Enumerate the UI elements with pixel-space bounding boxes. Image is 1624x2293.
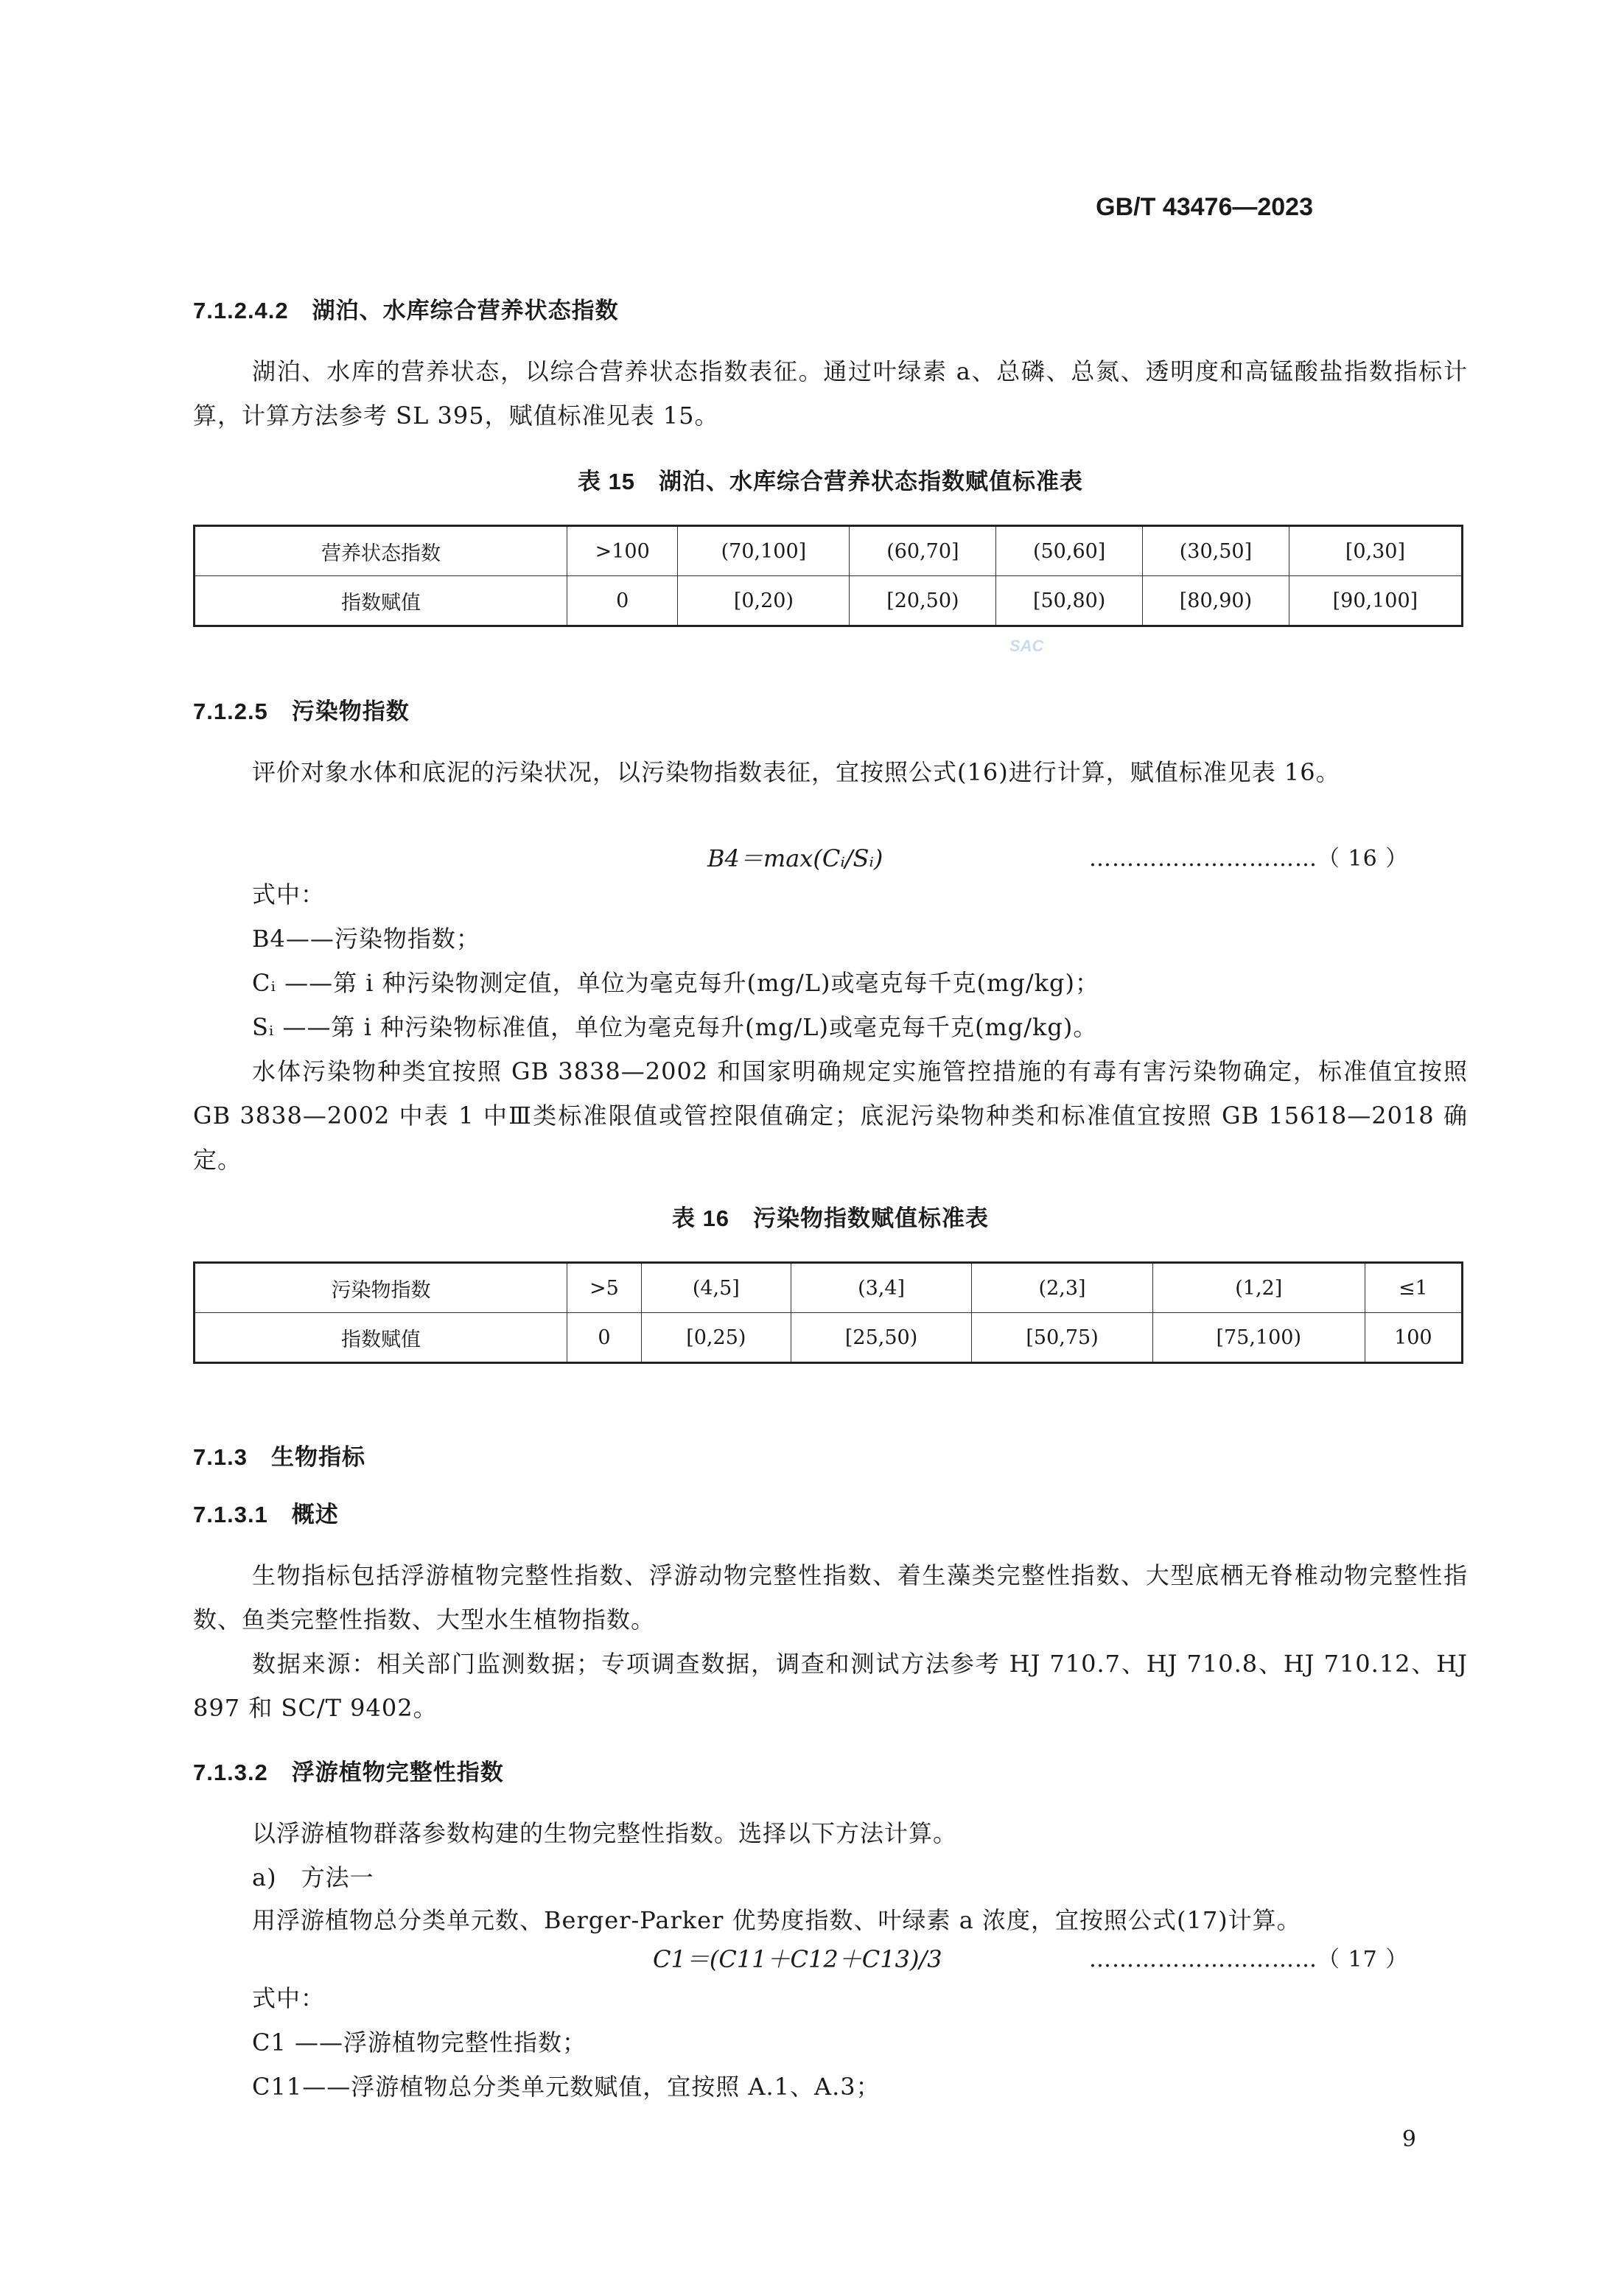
table-cell: 营养状态指数 [195, 526, 567, 576]
paragraph-method-one: 用浮游植物总分类单元数、Berger-Parker 优势度指数、叶绿素 a 浓度，宜按照公式(17)计算。 [252, 1906, 1301, 1934]
table-16 [193, 1261, 1463, 1364]
section-heading-7-1-3-1: 7.1.3.1 概述 [193, 1502, 339, 1527]
page-number: 9 [1401, 2126, 1416, 2152]
where-label: 式中： [252, 881, 326, 909]
table-cell: [50,75) [972, 1313, 1152, 1363]
table-row [195, 576, 1463, 626]
definition-c1: C1 ——浮游植物完整性指数； [252, 2028, 587, 2056]
table-cell: 100 [1365, 1313, 1462, 1363]
table-row [195, 526, 1463, 576]
table-cell: (50,60] [996, 526, 1143, 576]
paragraph-bio-indicators: 生物指标包括浮游植物完整性指数、浮游动物完整性指数、着生藻类完整性指数、大型底栖无脊椎动物完整性指数、鱼类完整性指数、大型水生植物指数。 [193, 1561, 1468, 1634]
section-heading-7-1-2-4-2: 7.1.2.4.2 湖泊、水库综合营养状态指数 [193, 298, 619, 323]
table-cell: (70,100] [678, 526, 850, 576]
table-cell: [50,80) [996, 576, 1143, 626]
table-cell: (3,4] [791, 1263, 971, 1313]
formula-17: C1＝(C11＋C12＋C13)/3 [653, 1945, 942, 1973]
table-cell: ≤1 [1365, 1263, 1462, 1313]
table-cell: (2,3] [972, 1263, 1152, 1313]
table-cell: [0,25) [641, 1313, 791, 1363]
section-heading-7-1-3: 7.1.3 生物指标 [193, 1444, 365, 1470]
paragraph-pollutant-types: 水体污染物种类宜按照 GB 3838—2002 和国家明确规定实施管控措施的有毒有害污染物确定，标准值宜按照 GB 3838—2002 中表 1 中Ⅲ类标准限值或管控限值确定；底泥污染物种类和标准值宜按照 GB 15618—2018 确定。 [193, 1057, 1468, 1174]
table-row [195, 1313, 1463, 1363]
table-cell: [25,50) [791, 1313, 971, 1363]
table-cell: >100 [567, 526, 678, 576]
table-cell: 指数赋值 [195, 1313, 567, 1363]
paragraph-trophic-state: 湖泊、水库的营养状态，以综合营养状态指数表征。通过叶绿素 a、总磷、总氮、透明度和高锰酸盐指数指标计算，计算方法参考 SL 395，赋值标准见表 15。 [193, 357, 1468, 430]
table-cell: [80,90) [1143, 576, 1289, 626]
standard-number: GB/T 43476—2023 [1096, 193, 1313, 221]
table-cell: [0,30] [1289, 526, 1462, 576]
section-heading-7-1-2-5: 7.1.2.5 污染物指数 [193, 699, 410, 724]
table-cell: [75,100) [1152, 1313, 1365, 1363]
table-cell: (4,5] [641, 1263, 791, 1313]
method-one-label: a) 方法一 [252, 1863, 374, 1891]
table-16-caption: 表 16 污染物指数赋值标准表 [671, 1205, 990, 1231]
table-cell: 指数赋值 [195, 576, 567, 626]
section-heading-7-1-3-2: 7.1.3.2 浮游植物完整性指数 [193, 1760, 504, 1785]
formula-16: B4＝max(Cᵢ/Sᵢ) [707, 844, 883, 872]
definition-ci: Cᵢ ——第 i 种污染物测定值，单位为毫克每升(mg/L)或毫克每千克(mg/kg)； [252, 969, 1099, 997]
definition-c11: C11——浮游植物总分类单元数赋值，宜按照 A.1、A.3； [252, 2073, 881, 2101]
paragraph-data-source: 数据来源：相关部门监测数据；专项调查数据，调查和测试方法参考 HJ 710.7、HJ 710.8、HJ 710.12、HJ 897 和 SC/T 9402。 [193, 1650, 1468, 1722]
table-cell: >5 [567, 1263, 642, 1313]
table-cell: (1,2] [1152, 1263, 1365, 1313]
table-15 [193, 525, 1463, 627]
formula-16-number: …………………………（ 16 ） [1089, 846, 1409, 872]
table-row [195, 1263, 1463, 1313]
where-label-2: 式中： [252, 1984, 326, 2012]
formula-17-number: …………………………（ 17 ） [1089, 1947, 1409, 1972]
table-cell: [20,50) [850, 576, 996, 626]
table-15-caption: 表 15 湖泊、水库综合营养状态指数赋值标准表 [577, 469, 1084, 494]
definition-si: Sᵢ ——第 i 种污染物标准值，单位为毫克每升(mg/L)或毫克每千克(mg/kg)。 [252, 1013, 1098, 1041]
paragraph-pollutant-index: 评价对象水体和底泥的污染状况，以污染物指数表征，宜按照公式(16)进行计算，赋值标准见表 16。 [252, 758, 1340, 786]
table-cell: (30,50] [1143, 526, 1289, 576]
table-cell: [0,20) [678, 576, 850, 626]
paragraph-phytoplankton: 以浮游植物群落参数构建的生物完整性指数。选择以下方法计算。 [252, 1819, 958, 1847]
sac-watermark: SAC [1009, 637, 1044, 655]
table-cell: 0 [567, 576, 678, 626]
definition-b4: B4——污染物指数； [252, 925, 480, 953]
table-cell: (60,70] [850, 526, 996, 576]
table-cell: 污染物指数 [195, 1263, 567, 1313]
table-cell: 0 [567, 1313, 642, 1363]
table-cell: [90,100] [1289, 576, 1462, 626]
